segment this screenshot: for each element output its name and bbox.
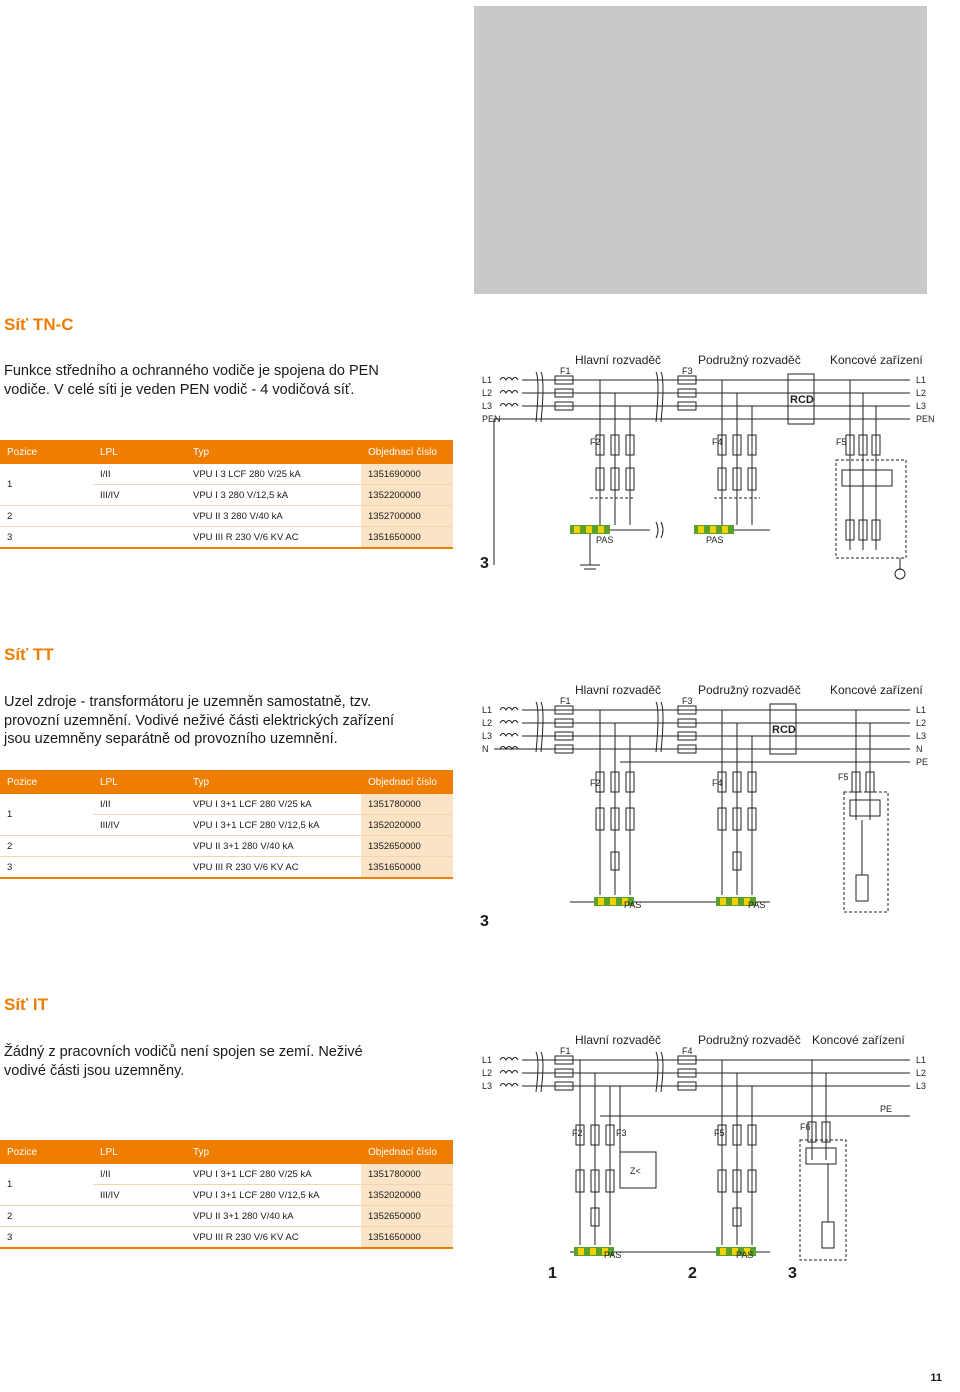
fuse-label: F3 (682, 696, 693, 706)
cell-typ: VPU I 3+1 LCF 280 V/25 kA (186, 794, 361, 815)
col-header: Typ (186, 770, 361, 794)
marker: 2 (688, 1265, 697, 1282)
page-number: 11 (930, 1372, 942, 1384)
pas-label: PAS (624, 900, 642, 910)
diagram-tnc (470, 350, 940, 590)
product-photo (474, 6, 927, 294)
fuse-label: F2 (590, 437, 601, 447)
pas-label: PAS (748, 900, 766, 910)
desc-line: Žádný z pracovních vodičů není spojen se zemí. Neživé (4, 1044, 363, 1060)
cell-typ: VPU II 3+1 280 V/40 kA (186, 836, 361, 857)
col-header: Pozice (0, 1140, 93, 1164)
line-label: L2 (916, 1068, 927, 1078)
cell-typ: VPU I 3+1 LCF 280 V/25 kA (186, 1164, 361, 1185)
fuse-label: F1 (560, 696, 571, 706)
line-label: L2 (482, 388, 493, 398)
table-row (0, 506, 453, 527)
cell-num: 1351650000 (361, 857, 453, 879)
line-label: N (916, 744, 923, 754)
section-desc-tnc (4, 362, 464, 399)
table-row (0, 857, 453, 879)
marker: 1 (548, 1265, 557, 1282)
line-label: PE (880, 1104, 893, 1114)
table-row (0, 794, 453, 815)
line-label: PEN (482, 414, 501, 424)
section-title-it: Síť IT (4, 995, 49, 1014)
line-label: L1 (482, 375, 493, 385)
desc-line: vodiče. V celé síti je veden PEN vodič - 4 vodičová síť. (4, 381, 355, 398)
fuse-label: F5 (714, 1128, 725, 1138)
desc-line: jsou uzemněny separátně od provozního uzemnění. (4, 731, 338, 747)
cell-lpl: III/IV (93, 1185, 186, 1206)
fuse-label: F3 (616, 1128, 627, 1138)
col-header: Pozice (0, 440, 93, 464)
line-label: L2 (916, 388, 927, 398)
col-header: Typ (186, 440, 361, 464)
cell-num: 1351780000 (361, 1164, 453, 1185)
rcd-label: RCD (772, 724, 796, 736)
col-header: Objednací číslo (361, 440, 453, 464)
marker: 3 (480, 555, 489, 572)
cell-num: 1352200000 (361, 485, 453, 506)
line-label: L3 (482, 731, 493, 741)
cell-lpl: I/II (93, 464, 186, 485)
fuse-label: F2 (590, 778, 601, 788)
cell-typ: VPU I 3+1 LCF 280 V/12,5 kA (186, 1185, 361, 1206)
desc-line: vodivé části jsou uzemněny. (4, 1062, 185, 1079)
line-label: L3 (916, 401, 927, 411)
col-header: Objednací číslo (361, 1140, 453, 1164)
pas-label: PAS (596, 535, 614, 545)
cell-pos: 1 (0, 794, 93, 836)
col-header: Typ (186, 1140, 361, 1164)
cell-num: 1352700000 (361, 506, 453, 527)
label-sub: Podružný rozvaděč (698, 353, 801, 367)
cell-num: 1352650000 (361, 1206, 453, 1227)
table-row (0, 1206, 453, 1227)
marker: 3 (788, 1265, 797, 1282)
cell-lpl (93, 857, 186, 879)
table-header (0, 440, 453, 464)
diagram-tt (470, 680, 940, 930)
cell-typ: VPU II 3 280 V/40 kA (186, 506, 361, 527)
desc-line: provozní uzemnění. Vodivé neživé části elektrických zařízení (4, 712, 395, 729)
desc-line: Funkce středního a ochranného vodiče je spojena do PEN (4, 363, 379, 379)
cell-typ: VPU III R 230 V/6 KV AC (186, 527, 361, 549)
cell-lpl: III/IV (93, 485, 186, 506)
cell-typ: VPU III R 230 V/6 KV AC (186, 857, 361, 879)
cell-typ: VPU III R 230 V/6 KV AC (186, 1227, 361, 1249)
product-table-tt (0, 770, 453, 879)
desc-line: Uzel zdroje - transformátoru je uzemněn samostatně, tzv. (4, 694, 372, 710)
line-label: PEN (916, 414, 935, 424)
cell-pos: 1 (0, 464, 93, 506)
cell-pos: 2 (0, 1206, 93, 1227)
cell-pos: 1 (0, 1164, 93, 1206)
fuse-label: F4 (712, 437, 723, 447)
label-end: Koncové zařízení (830, 353, 923, 367)
fuse-label: F3 (682, 366, 693, 376)
cell-lpl: I/II (93, 1164, 186, 1185)
cell-num: 1352020000 (361, 1185, 453, 1206)
label-main: Hlavní rozvaděč (575, 353, 662, 367)
label-sub: Podružný rozvaděč (698, 683, 801, 697)
line-label: L2 (482, 718, 493, 728)
imd-label: Z< (630, 1166, 641, 1176)
line-label: PE (916, 757, 929, 767)
fuse-label: F5 (836, 437, 847, 447)
pas-label: PAS (736, 1250, 754, 1260)
fuse-label: F5 (838, 772, 849, 782)
cell-num: 1351780000 (361, 794, 453, 815)
cell-lpl (93, 1206, 186, 1227)
section-desc-tt (4, 693, 464, 749)
table-row (0, 464, 453, 485)
cell-lpl: III/IV (93, 815, 186, 836)
line-label: L3 (916, 1081, 927, 1091)
fuse-label: F1 (560, 366, 571, 376)
rcd-label: RCD (790, 394, 814, 406)
diagram-it (470, 1030, 940, 1285)
label-main: Hlavní rozvaděč (575, 1033, 662, 1047)
table-header (0, 770, 453, 794)
fuse-label: F6 (800, 1122, 811, 1132)
section-title-tnc: Síť TN-C (4, 315, 74, 334)
cell-pos: 3 (0, 857, 93, 879)
cell-num: 1352020000 (361, 815, 453, 836)
line-label: L2 (482, 1068, 493, 1078)
line-label: L3 (482, 401, 493, 411)
cell-num: 1352650000 (361, 836, 453, 857)
col-header: Objednací číslo (361, 770, 453, 794)
line-label: L3 (482, 1081, 493, 1091)
col-header: Pozice (0, 770, 93, 794)
cell-lpl: I/II (93, 794, 186, 815)
cell-lpl (93, 506, 186, 527)
label-sub: Podružný rozvaděč (698, 1033, 801, 1047)
cell-num: 1351650000 (361, 527, 453, 549)
cell-lpl (93, 527, 186, 549)
table-row (0, 1164, 453, 1185)
table-row (0, 527, 453, 549)
line-label: L3 (916, 731, 927, 741)
cell-typ: VPU I 3+1 LCF 280 V/12,5 kA (186, 815, 361, 836)
cell-pos: 3 (0, 527, 93, 549)
table-row (0, 1227, 453, 1249)
fuse-label: F2 (572, 1128, 583, 1138)
cell-lpl (93, 836, 186, 857)
line-label: L1 (916, 705, 927, 715)
fuse-label: F4 (712, 778, 723, 788)
section-desc-it (4, 1043, 464, 1080)
table-row (0, 836, 453, 857)
cell-typ: VPU II 3+1 280 V/40 kA (186, 1206, 361, 1227)
cell-typ: VPU I 3 280 V/12,5 kA (186, 485, 361, 506)
cell-lpl (93, 1227, 186, 1249)
table-header (0, 1140, 453, 1164)
cell-pos: 3 (0, 1227, 93, 1249)
col-header: LPL (93, 1140, 186, 1164)
product-table-it (0, 1140, 453, 1249)
cell-pos: 2 (0, 506, 93, 527)
cell-num: 1351650000 (361, 1227, 453, 1249)
label-end: Koncové zařízení (830, 683, 923, 697)
line-label: L2 (916, 718, 927, 728)
line-label: N (482, 744, 489, 754)
line-label: L1 (482, 1055, 493, 1065)
fuse-label: F4 (682, 1046, 693, 1056)
label-end: Koncové zařízení (812, 1033, 905, 1047)
line-label: L1 (916, 375, 927, 385)
col-header: LPL (93, 770, 186, 794)
fuse-label: F1 (560, 1046, 571, 1056)
cell-typ: VPU I 3 LCF 280 V/25 kA (186, 464, 361, 485)
label-main: Hlavní rozvaděč (575, 683, 662, 697)
marker: 3 (480, 913, 489, 930)
cell-pos: 2 (0, 836, 93, 857)
line-label: L1 (482, 705, 493, 715)
section-title-tt: Síť TT (4, 645, 54, 664)
pas-label: PAS (604, 1250, 622, 1260)
cell-num: 1351690000 (361, 464, 453, 485)
col-header: LPL (93, 440, 186, 464)
line-label: L1 (916, 1055, 927, 1065)
product-table-tnc (0, 440, 453, 549)
pas-label: PAS (706, 535, 724, 545)
